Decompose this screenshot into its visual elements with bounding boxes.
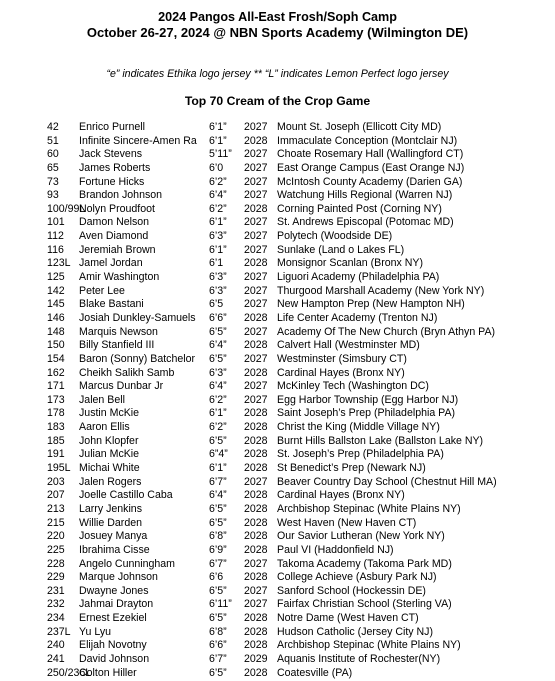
player-class-year: 2028: [244, 530, 268, 543]
player-number: 123L: [47, 257, 71, 270]
player-class-year: 2027: [244, 352, 268, 365]
player-name: Michai White: [79, 462, 140, 475]
player-number: 215: [47, 516, 65, 529]
player-row: [0, 598, 555, 612]
player-school: Saint Joseph’s Prep (Philadelphia PA): [277, 407, 456, 420]
player-school: McIntosh County Academy (Darien GA): [277, 175, 463, 188]
player-number: 203: [47, 475, 65, 488]
player-height: 6’1”: [209, 121, 227, 133]
player-roster: [0, 121, 555, 680]
player-class-year: 2027: [244, 584, 268, 597]
player-number: 51: [47, 134, 59, 147]
player-class-year: 2027: [244, 243, 268, 256]
player-row: [0, 394, 555, 408]
player-height: 6’0: [209, 161, 224, 174]
player-height: 6’5”: [209, 352, 227, 365]
player-school: New Hampton Prep (New Hampton NH): [277, 298, 465, 311]
player-school: Cardinal Hayes (Bronx NY): [277, 366, 405, 379]
player-name: Josiah Dunkley-Samuels: [79, 311, 196, 324]
player-name: Brandon Johnson: [79, 189, 163, 202]
player-school: Liguori Academy (Philadelphia PA): [277, 271, 440, 284]
player-row: [0, 544, 555, 558]
player-row: [0, 216, 555, 230]
player-number: 162: [47, 366, 65, 379]
player-height: 5’11”: [209, 148, 232, 161]
player-school: St. Joseph’s Prep (Philadelphia PA): [277, 448, 444, 461]
player-name: David Johnson: [79, 652, 150, 665]
player-height: 6’7”: [209, 475, 227, 488]
player-school: Immaculate Conception (Montclair NJ): [277, 134, 458, 147]
player-name: Amir Washington: [79, 271, 160, 284]
player-number: 125: [47, 271, 65, 284]
player-row: [0, 367, 555, 381]
player-name: Ernest Ezekiel: [79, 612, 147, 625]
player-number: 42: [47, 121, 59, 133]
player-number: 101: [47, 216, 65, 229]
player-height: 6’6: [209, 571, 224, 584]
player-number: 231: [47, 584, 65, 597]
player-name: Angelo Cunningham: [79, 557, 176, 570]
player-number: 220: [47, 530, 65, 543]
player-school: Beaver Country Day School (Chestnut Hill MA): [277, 475, 497, 488]
player-name: Dwayne Jones: [79, 584, 149, 597]
player-number: 229: [47, 571, 65, 584]
player-class-year: 2027: [244, 393, 268, 406]
player-height: 6’2”: [209, 421, 227, 434]
player-class-year: 2027: [244, 161, 268, 174]
player-school: West Haven (New Haven CT): [277, 516, 417, 529]
player-name: Yu Lyu: [79, 625, 112, 638]
player-name: Aaron Ellis: [79, 421, 130, 434]
player-school: St Benedict’s Prep (Newark NJ): [277, 462, 426, 475]
player-height: 6’4”: [209, 339, 227, 352]
player-number: 237L: [47, 625, 71, 638]
player-name: Jamel Jordan: [79, 257, 143, 270]
player-class-year: 2027: [244, 598, 268, 611]
player-height: 6’7”: [209, 557, 227, 570]
player-height: 6’3”: [209, 284, 227, 297]
player-name: Jalen Bell: [79, 393, 125, 406]
player-name: Aven Diamond: [79, 230, 149, 243]
player-number: 65: [47, 161, 59, 174]
player-height: 6’1: [209, 257, 224, 270]
player-class-year: 2028: [244, 571, 268, 584]
player-class-year: 2028: [244, 625, 268, 638]
player-number: 148: [47, 325, 65, 338]
player-class-year: 2027: [244, 284, 268, 297]
player-row: [0, 339, 555, 353]
jersey-logo-note: “e” indicates Ethika logo jersey ** “L” indicates Lemon Perfect logo jersey: [106, 68, 449, 80]
player-name: Larry Jenkins: [79, 502, 142, 515]
player-school: Thurgood Marshall Academy (New York NY): [277, 284, 485, 297]
player-school: Archbishop Stepinac (White Plains NY): [277, 639, 461, 652]
player-class-year: 2028: [244, 134, 268, 147]
player-row: [0, 462, 555, 476]
player-number: 73: [47, 175, 59, 188]
player-name: Marquis Newson: [79, 325, 158, 338]
player-class-year: 2027: [244, 175, 268, 188]
player-school: McKinley Tech (Washington DC): [277, 380, 429, 393]
player-height: 6’5”: [209, 666, 227, 679]
player-school: Cardinal Hayes (Bronx NY): [277, 489, 405, 502]
player-row: [0, 203, 555, 217]
player-class-year: 2028: [244, 434, 268, 447]
player-row: [0, 626, 555, 640]
player-class-year: 2028: [244, 462, 268, 475]
player-class-year: 2028: [244, 502, 268, 515]
player-name: Baron (Sonny) Batchelor: [79, 352, 196, 365]
player-number: 116: [47, 243, 64, 256]
player-school: East Orange Campus (East Orange NJ): [277, 161, 465, 174]
player-class-year: 2028: [244, 639, 268, 652]
player-row: [0, 162, 555, 176]
player-height: 6’2”: [209, 175, 227, 188]
player-school: Aquanis Institute of Rochester(NY): [277, 652, 441, 665]
player-number: 100/99L: [47, 202, 86, 215]
player-name: Nolyn Proudfoot: [79, 202, 155, 215]
player-row: [0, 353, 555, 367]
player-height: 6’5: [209, 298, 224, 311]
player-class-year: 2027: [244, 216, 268, 229]
player-name: Colton Hiller: [79, 666, 137, 679]
player-number: 207: [47, 489, 65, 502]
player-name: John Klopfer: [79, 434, 139, 447]
player-height: 6’5”: [209, 612, 227, 625]
player-class-year: 2027: [244, 271, 268, 284]
player-name: Julian McKie: [79, 448, 140, 461]
player-row: [0, 612, 555, 626]
player-height: 6’1”: [209, 243, 227, 256]
player-row: [0, 571, 555, 585]
player-row: [0, 639, 555, 653]
player-height: 6”4”: [209, 448, 228, 461]
player-row: [0, 517, 555, 531]
player-class-year: 2028: [244, 421, 268, 434]
player-row: [0, 489, 555, 503]
player-name: Peter Lee: [79, 284, 125, 297]
player-row: [0, 244, 555, 258]
player-school: Our Savior Lutheran (New York NY): [277, 530, 445, 543]
player-row: [0, 312, 555, 326]
player-row: [0, 298, 555, 312]
player-row: [0, 558, 555, 572]
player-height: 6’3”: [209, 366, 227, 379]
player-class-year: 2028: [244, 448, 268, 461]
player-height: 6’1”: [209, 462, 227, 475]
player-school: Christ the King (Middle Village NY): [277, 421, 440, 434]
player-class-year: 2028: [244, 516, 268, 529]
player-row: [0, 476, 555, 490]
player-class-year: 2028: [244, 612, 268, 625]
player-class-year: 2028: [244, 543, 268, 556]
player-height: 6’4”: [209, 380, 227, 393]
player-name: Infinite Sincere-Amen Ra: [79, 134, 197, 147]
player-name: Cheikh Salikh Samb: [79, 366, 175, 379]
player-number: 240: [47, 639, 65, 652]
player-row: [0, 530, 555, 544]
player-row: [0, 285, 555, 299]
player-name: Joelle Castillo Caba: [79, 489, 173, 502]
player-name: Jack Stevens: [79, 148, 143, 161]
player-school: Notre Dame (West Haven CT): [277, 612, 419, 625]
player-name: Damon Nelson: [79, 216, 150, 229]
player-name: Ibrahima Cisse: [79, 543, 150, 556]
player-height: 6’3”: [209, 230, 227, 243]
player-name: Marcus Dunbar Jr: [79, 380, 164, 393]
player-school: Corning Painted Post (Corning NY): [277, 202, 442, 215]
player-height: 6’6”: [209, 639, 227, 652]
player-name: Fortune Hicks: [79, 175, 145, 188]
player-school: Paul VI (Haddonfield NJ): [277, 543, 394, 556]
player-number: 183: [47, 421, 65, 434]
player-class-year: 2027: [244, 121, 268, 133]
player-row: [0, 653, 555, 667]
player-row: [0, 257, 555, 271]
player-row: [0, 435, 555, 449]
player-class-year: 2029: [244, 652, 268, 665]
player-name: Jalen Rogers: [79, 475, 142, 488]
player-name: Justin McKie: [79, 407, 140, 420]
player-number: 185: [47, 434, 65, 447]
player-name: Elijah Novotny: [79, 639, 147, 652]
player-school: Polytech (Woodside DE): [277, 230, 393, 243]
player-class-year: 2028: [244, 666, 268, 679]
player-class-year: 2027: [244, 557, 268, 570]
player-name: Willie Darden: [79, 516, 142, 529]
player-class-year: 2028: [244, 489, 268, 502]
player-school: Fairfax Christian School (Sterling VA): [277, 598, 452, 611]
player-number: 142: [47, 284, 65, 297]
player-row: [0, 667, 555, 681]
player-school: Burnt Hills Ballston Lake (Ballston Lake NY): [277, 434, 484, 447]
camp-date-location: October 26-27, 2024 @ NBN Sports Academy (Wilmington DE): [86, 25, 469, 40]
player-row: [0, 503, 555, 517]
player-name: Marque Johnson: [79, 571, 158, 584]
player-row: [0, 421, 555, 435]
player-row: [0, 189, 555, 203]
player-number: 234: [47, 612, 65, 625]
player-number: 173: [47, 393, 65, 406]
player-row: [0, 176, 555, 190]
player-name: Billy Stanfield III: [79, 339, 155, 352]
player-name: Enrico Purnell: [79, 121, 145, 133]
player-school: Archbishop Stepinac (White Plains NY): [277, 502, 461, 515]
player-height: 6’4”: [209, 489, 227, 502]
player-school: College Achieve (Asbury Park NJ): [277, 571, 437, 584]
player-height: 6’9”: [209, 543, 227, 556]
player-number: 178: [47, 407, 65, 420]
player-number: 241: [47, 652, 65, 665]
player-class-year: 2028: [244, 311, 268, 324]
player-class-year: 2027: [244, 325, 268, 338]
section-title: Top 70 Cream of the Crop Game: [184, 94, 371, 108]
player-height: 6’8”: [209, 530, 227, 543]
player-height: 6’2”: [209, 393, 227, 406]
player-class-year: 2028: [244, 202, 268, 215]
player-height: 6’1”: [209, 216, 227, 229]
player-number: 145: [47, 298, 65, 311]
player-number: 146: [47, 311, 65, 324]
player-school: Westminster (Simsbury CT): [277, 352, 407, 365]
player-school: Sunlake (Land o Lakes FL): [277, 243, 405, 256]
player-height: 6’5”: [209, 584, 227, 597]
player-row: [0, 326, 555, 340]
player-height: 6’5”: [209, 325, 227, 338]
player-number: 213: [47, 502, 65, 515]
player-number: 225: [47, 543, 65, 556]
player-row: [0, 121, 555, 135]
player-school: St. Andrews Episcopal (Potomac MD): [277, 216, 454, 229]
player-school: Watchung Hills Regional (Warren NJ): [277, 189, 453, 202]
player-number: 195L: [47, 462, 71, 475]
player-class-year: 2027: [244, 298, 268, 311]
player-school: Mount St. Joseph (Ellicott City MD): [277, 121, 442, 133]
player-number: 191: [47, 448, 65, 461]
player-row: [0, 271, 555, 285]
player-height: 6’5”: [209, 516, 227, 529]
player-school: Sanford School (Hockessin DE): [277, 584, 426, 597]
player-name: James Roberts: [79, 161, 151, 174]
player-name: Blake Bastani: [79, 298, 144, 311]
player-class-year: 2028: [244, 407, 268, 420]
player-height: 6’11”: [209, 598, 232, 611]
player-school: Academy Of The New Church (Bryn Athyn PA): [277, 325, 496, 338]
player-height: 6’1”: [209, 407, 227, 420]
player-number: 112: [47, 230, 64, 243]
player-number: 60: [47, 148, 59, 161]
player-school: Monsignor Scanlan (Bronx NY): [277, 257, 424, 270]
player-class-year: 2027: [244, 148, 268, 161]
player-height: 6’7”: [209, 652, 227, 665]
player-row: [0, 585, 555, 599]
player-class-year: 2027: [244, 475, 268, 488]
player-school: Takoma Academy (Takoma Park MD): [277, 557, 452, 570]
player-number: 150: [47, 339, 65, 352]
player-school: Coatesville (PA): [277, 666, 353, 679]
player-number: 154: [47, 352, 65, 365]
player-school: Calvert Hall (Westminster MD): [277, 339, 420, 352]
player-number: 93: [47, 189, 59, 202]
player-school: Egg Harbor Township (Egg Harbor NJ): [277, 393, 459, 406]
player-row: [0, 380, 555, 394]
player-school: Hudson Catholic (Jersey City NJ): [277, 625, 434, 638]
player-class-year: 2027: [244, 189, 268, 202]
player-name: Jahmai Drayton: [79, 598, 154, 611]
player-number: 171: [47, 380, 65, 393]
player-number: 232: [47, 598, 65, 611]
player-height: 6’5”: [209, 434, 227, 447]
player-number: 250/236L: [47, 666, 92, 679]
player-height: 6’1”: [209, 134, 227, 147]
player-height: 6’3”: [209, 271, 227, 284]
player-name: Josuey Manya: [79, 530, 148, 543]
player-school: Life Center Academy (Trenton NJ): [277, 311, 438, 324]
player-number: 228: [47, 557, 65, 570]
player-height: 6’6”: [209, 311, 227, 324]
player-class-year: 2028: [244, 257, 268, 270]
player-row: [0, 230, 555, 244]
player-class-year: 2027: [244, 230, 268, 243]
player-height: 6’2”: [209, 202, 227, 215]
player-height: 6’5”: [209, 502, 227, 515]
player-row: [0, 407, 555, 421]
player-class-year: 2028: [244, 339, 268, 352]
player-row: [0, 448, 555, 462]
player-name: Jeremiah Brown: [79, 243, 156, 256]
player-height: 6’4”: [209, 189, 227, 202]
player-row: [0, 135, 555, 149]
player-height: 6’8”: [209, 625, 227, 638]
player-class-year: 2028: [244, 366, 268, 379]
camp-title: 2024 Pangos All-East Frosh/Soph Camp: [158, 10, 397, 24]
player-row: [0, 148, 555, 162]
player-school: Choate Rosemary Hall (Wallingford CT): [277, 148, 464, 161]
player-class-year: 2027: [244, 380, 268, 393]
